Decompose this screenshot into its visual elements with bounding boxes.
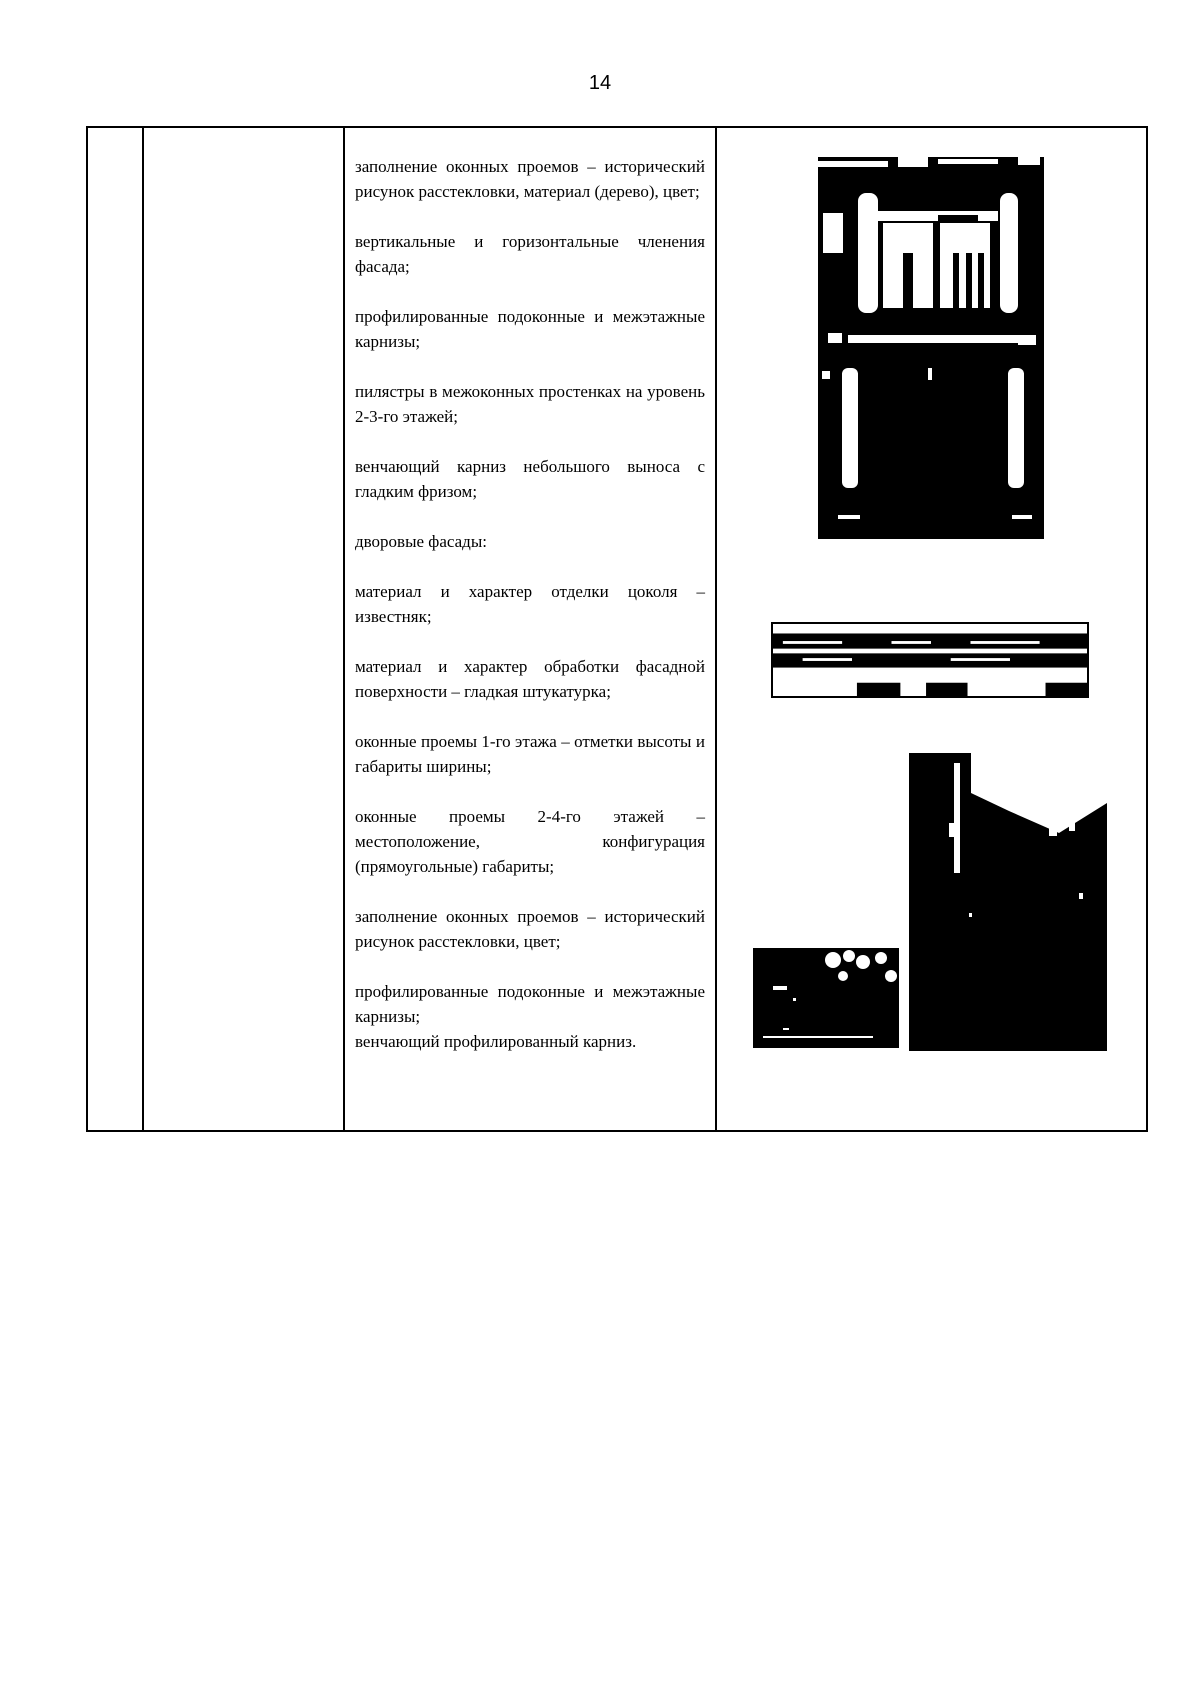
paragraph-12: профилированные подоконные и межэтажные карнизы; <box>355 982 705 1026</box>
paragraph-7: материал и характер отделки цоколя – известняк; <box>355 582 705 626</box>
paragraph-3: профилированные подоконные и межэтажные карнизы; <box>355 307 705 351</box>
page-number: 14 <box>588 72 612 94</box>
protection-table <box>86 126 1148 1132</box>
paragraph-4: пилястры в межоконных простенках на уровень 2-3-го этажей; <box>355 382 705 426</box>
paragraph-2: вертикальные и горизонтальные членения фасада; <box>355 232 705 276</box>
cell-photos <box>716 127 1147 1131</box>
paragraph-11: заполнение оконных проемов – исторический рисунок расстекловки, цвет; <box>355 907 705 951</box>
paragraph-10: оконные проемы 2-4-го этажей – местоположение, конфигурация (прямоугольные) габариты; <box>355 807 705 876</box>
paragraph-5: венчающий карниз небольшого выноса с гладким фризом; <box>355 457 705 501</box>
paragraph-1: заполнение оконных проемов – исторический рисунок расстекловки, материал (дерево), цвет; <box>355 157 705 201</box>
paragraph-9: оконные проемы 1-го этажа – отметки высоты и габариты ширины; <box>355 732 705 776</box>
cell-number <box>87 127 143 1131</box>
paragraph-6: дворовые фасады: <box>355 532 487 551</box>
cell-description <box>344 127 716 1131</box>
courtyard-facade-photo-icon <box>909 753 1107 1051</box>
table-row <box>87 127 1147 1131</box>
paragraph-8: материал и характер обработки фасадной поверхности – гладкая штукатурка; <box>355 657 705 701</box>
cornice-detail-photo-icon <box>771 622 1089 698</box>
cell-object <box>143 127 344 1131</box>
facade-window-photo-icon <box>818 153 1044 539</box>
courtyard-corner-photo-icon <box>753 948 899 1048</box>
paragraph-13: венчающий профилированный карниз. <box>355 1032 637 1051</box>
